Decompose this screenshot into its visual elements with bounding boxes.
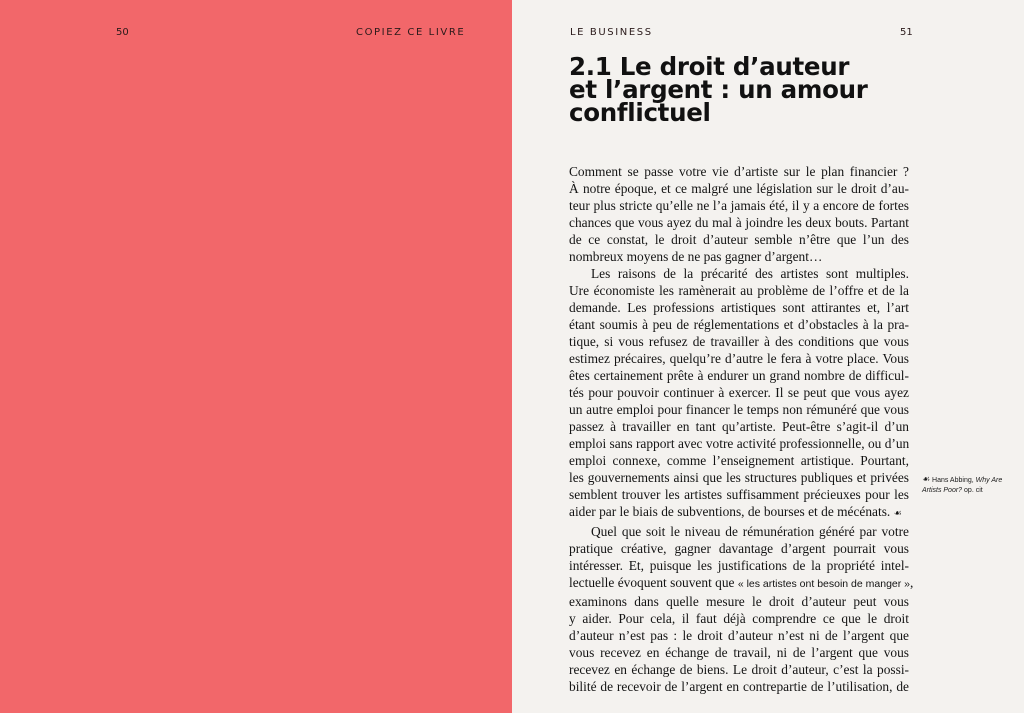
text-line: pratique créative, gagner davantage d’argent pourrait vous [569, 541, 909, 556]
text-line: Les raisons de la précarité des artistes sont multiples. [591, 266, 909, 281]
text-line: estimez précaires, quelqu’re d’autre le fera à votre place. Vous [569, 351, 909, 366]
footnote-marker-icon: ☙ [893, 509, 902, 519]
text-line: recevez en échange de biens. Le droit d’auteur, c’est la possi- [569, 662, 909, 677]
text-line: vous recevez en échange de travail, ni de l’argent que vous [569, 645, 909, 660]
text-line: Ure économiste les ramènerait au problème de l’offre et de la [569, 283, 909, 298]
text-line-with-note [569, 503, 909, 523]
text-line: de ce constat, le droit d’auteur semble n’être que l’un des [569, 232, 909, 247]
title-line: conflictuel [569, 98, 711, 127]
text-line: intéresser. Et, puisque les justifications de la propriété intel- [569, 558, 909, 573]
text-line: bilité de recevoir de l’argent en contrepartie de l’utilisation, de [569, 679, 909, 694]
right-page [512, 0, 1024, 713]
text-line: semblent trouver les artistes suffisamment précieuxes pour les [569, 487, 909, 502]
body-text [569, 163, 914, 695]
sidenote-work-title: Why Are Artists Poor? [922, 477, 1003, 494]
text-line: y aider. Pour cela, il faut déjà comprendre ce que le droit [569, 611, 909, 626]
text-line: un autre emploi pour financer le temps non rémunéré que vous [569, 402, 909, 417]
quoted-phrase: « les artistes ont besoin de manger » [737, 578, 911, 590]
text-line: Quel que soit le niveau de rémunération généré par votre [591, 524, 909, 539]
chapter-title [569, 52, 899, 127]
sidenote [922, 475, 1022, 496]
text-line: Comment se passe votre vie d’artiste sur le plan financier ? [569, 164, 909, 179]
text-line: demande. Les professions artistiques sont attirantes et, l’art [569, 300, 909, 315]
text-line: d’auteur n’est pas : le droit d’auteur n’est ni de l’argent que [569, 628, 909, 643]
text-line: nombreux moyens de ne pas gagner d’argent… [569, 249, 823, 264]
text-line: passez à travailler en tant qu’artiste. Peut-être s’agit-il d’un [569, 419, 909, 434]
text-line: tés pour pouvoir continuer à exercer. Il se peut que vous ayez [569, 385, 909, 400]
text-line: les gouvernements ainsi que les structures publiques et privées [569, 470, 909, 485]
text-line: lectuelle évoquent souvent que [569, 575, 735, 590]
text-line: À notre époque, et ce malgré une législation sur le droit d’au- [569, 181, 909, 196]
running-head-left: COPIEZ CE LIVRE [356, 27, 466, 38]
title-line: 2.1 Le droit d’auteur [569, 52, 850, 81]
text-line: aider par le biais de subventions, de bourses et de mécénats. [569, 504, 891, 519]
page-number-left: 50 [116, 27, 129, 38]
text-line: emploi sans rapport avec votre activité professionnelle, ou d’un [569, 436, 910, 451]
sidenote-author: Hans Abbing, [932, 477, 974, 484]
running-head-right: LE BUSINESS [570, 27, 653, 38]
title-line: et l’argent : un amour [569, 75, 868, 104]
text-line: tique, si vous refusez de travailler à des conditions que vous [569, 334, 909, 349]
text-line: examinons dans quelle mesure le droit d’auteur peut vous [569, 594, 909, 609]
text-line: teur plus stricte qu’elle ne l’a jamais été, il y a encore de fortes [569, 198, 909, 213]
sidenote-reference: op. cit [964, 487, 983, 494]
text-line: emploi connexe, comme l’enseignement artistique. Pourtant, [569, 453, 909, 468]
punctuation: , [910, 575, 914, 590]
footnote-marker-icon: ☙ [922, 475, 931, 485]
text-line: chances que vous ayez du mal à joindre les deux bouts. Partant [569, 215, 909, 230]
text-line: êtes certainement prête à endurer un grand nombre de difficul- [569, 368, 909, 383]
page-number-right: 51 [900, 27, 913, 38]
text-line: étant soumis à peu de réglementations et d’obstacles à la pra- [569, 317, 909, 332]
text-line-with-quote [569, 574, 914, 593]
